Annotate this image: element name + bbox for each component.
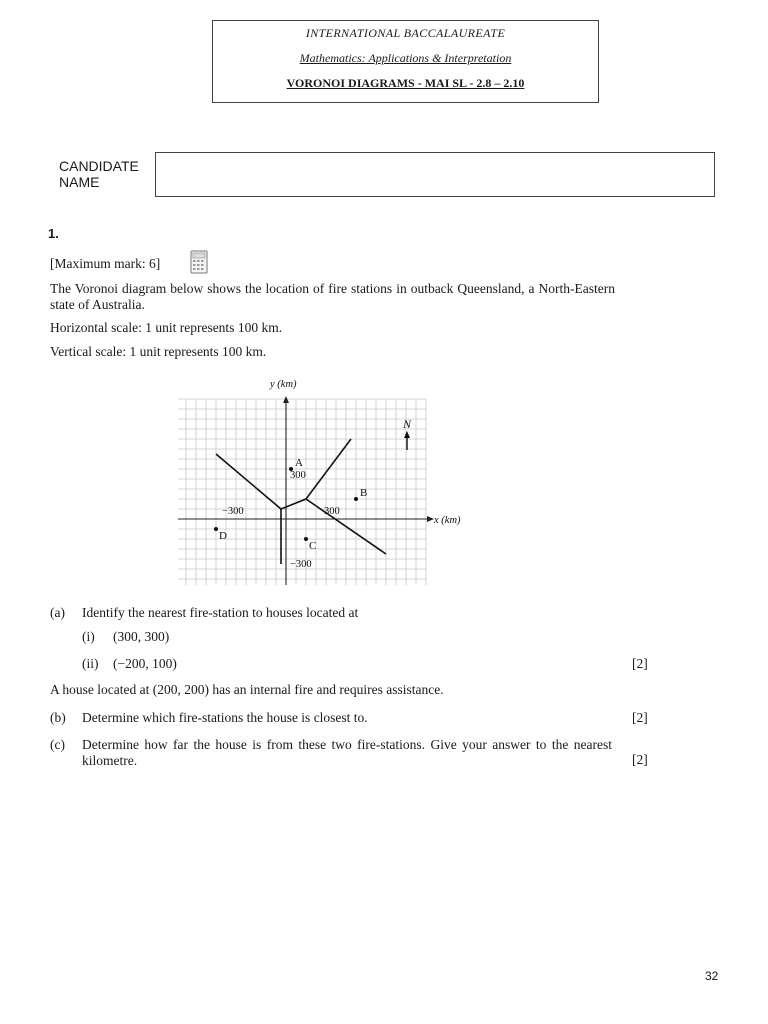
part-c-text: Determine how far the house is from these two fire-stations. Give your answer to the nearest kilometre.: [82, 737, 612, 768]
page-number: 32: [705, 969, 719, 983]
part-b-label: (b): [50, 710, 66, 725]
candidate-name-label: CANDIDATE NAME: [59, 158, 139, 190]
fire-station-label-d: D: [219, 530, 227, 542]
calculator-icon: [190, 250, 208, 274]
x-axis-label: x (km): [434, 515, 461, 526]
tick-label-x-pos: 300: [324, 506, 340, 517]
fire-station-label-a: A: [295, 457, 303, 469]
part-a-marks: [2]: [632, 656, 648, 671]
question-intro: The Voronoi diagram below shows the location of fire stations in outback Queensland, a North-Eastern state of Australia.: [50, 281, 615, 312]
part-a-i-text: (300, 300): [113, 629, 170, 644]
part-c-label: (c): [50, 737, 65, 752]
header-org: INTERNATIONAL BACCALAUREATE: [305, 26, 506, 40]
north-arrow: [404, 431, 410, 450]
vertical-scale: Vertical scale: 1 unit represents 100 km.: [50, 344, 267, 359]
max-mark: [Maximum mark: 6]: [50, 256, 161, 271]
tick-label-y-neg: −300: [290, 559, 312, 570]
voronoi-edge: [281, 499, 306, 509]
part-a-ii-label: (ii): [82, 656, 99, 671]
fire-station-point-d: [214, 527, 218, 531]
part-b-marks: [2]: [632, 710, 648, 725]
horizontal-scale: Horizontal scale: 1 unit represents 100 km.: [50, 320, 283, 335]
question-number: 1.: [48, 226, 59, 241]
part-a-i-label: (i): [82, 629, 95, 644]
fire-station-point-c: [304, 537, 308, 541]
tick-label-x-neg: −300: [222, 506, 244, 517]
header-subject: Mathematics: Applications & Interpretation: [299, 51, 512, 65]
north-label: N: [403, 417, 412, 431]
part-a-label: (a): [50, 605, 65, 620]
fire-station-point-b: [354, 497, 358, 501]
header-topic: VORONOI DIAGRAMS - MAI SL - 2.8 – 2.10: [286, 76, 525, 90]
y-axis-label: y (km): [270, 379, 297, 390]
fire-station-label-c: C: [309, 540, 317, 552]
x-axis-arrow: [427, 516, 434, 522]
part-c-marks: [2]: [632, 752, 648, 767]
part-a-text: Identify the nearest fire-station to houses located at: [82, 605, 359, 620]
candidate-name-field[interactable]: [155, 152, 715, 197]
grid: [178, 399, 426, 585]
voronoi-diagram: [172, 372, 482, 592]
header-box: [212, 20, 599, 103]
fire-station-label-b: B: [360, 487, 368, 499]
tick-label-y-pos: 300: [290, 470, 306, 481]
house-statement: A house located at (200, 200) has an internal fire and requires assistance.: [50, 682, 444, 697]
part-a-ii-text: (−200, 100): [113, 656, 177, 671]
part-b-text: Determine which fire-stations the house is closest to.: [82, 710, 368, 725]
y-axis-arrow: [283, 396, 289, 403]
